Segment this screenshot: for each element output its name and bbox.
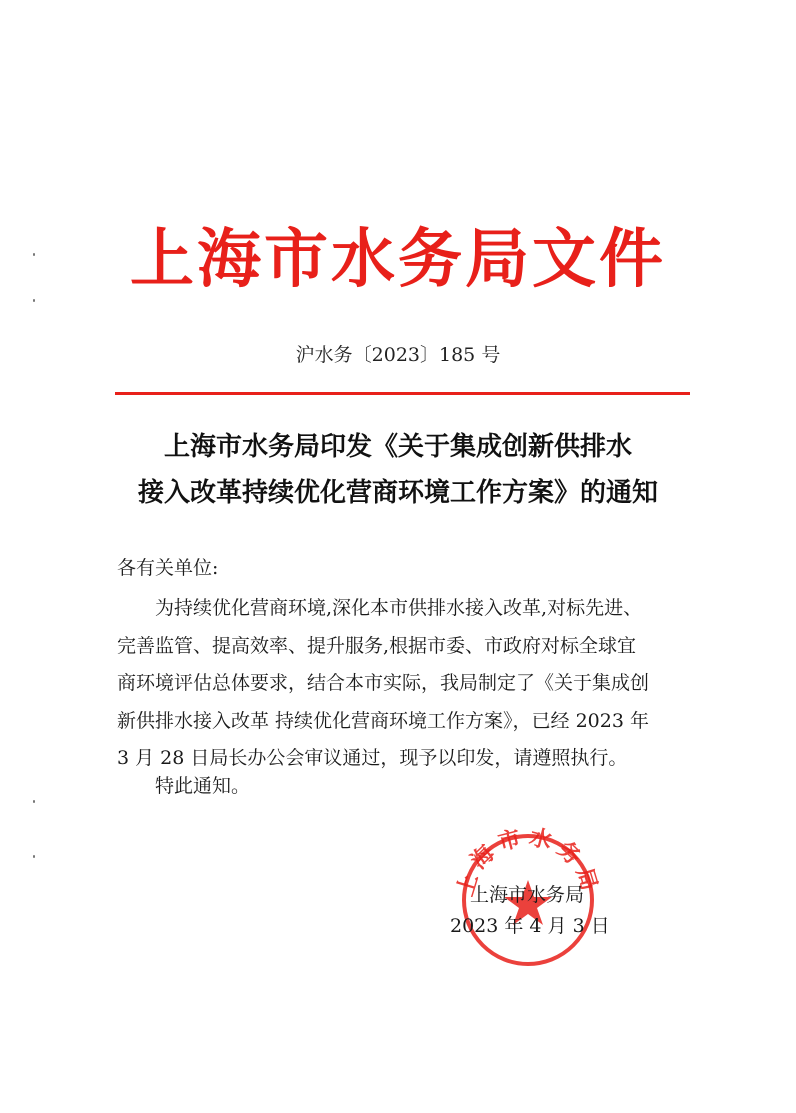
notice-title — [0, 424, 796, 516]
body-line: 商环境评估总体要求，结合本市实际，我局制定了《关于集成创 — [117, 672, 650, 694]
scan-speck — [33, 800, 35, 803]
signature-date: 2023 年 4 月 3 日 — [450, 915, 610, 937]
seal-arc-text: 上海市水务局 — [453, 824, 603, 900]
body-line: 完善监管、提高效率、提升服务,根据市委、市政府对标全球宜 — [117, 634, 637, 657]
scan-speck — [33, 855, 35, 858]
masthead-title: 上海市水务局文件 — [130, 223, 666, 297]
notice-title-line-1: 上海市水务局印发《关于集成创新供排水 — [163, 432, 632, 462]
document-number: 沪水务〔2023〕185 号 — [295, 344, 501, 366]
body-paragraph — [117, 590, 683, 778]
body-line: 为持续优化营商环境,深化本市供排水接入改革,对标先进、 — [155, 597, 643, 619]
notice-title-line-2: 接入改革持续优化营商环境工作方案》的通知 — [137, 478, 658, 508]
scan-speck — [33, 253, 35, 256]
salutation: 各有关单位: — [117, 557, 219, 579]
signature-organization: 上海市水务局 — [470, 884, 585, 906]
red-separator-line — [115, 392, 690, 395]
body-line: 3 月 28 日局长办公会审议通过，现予以印发，请遵照执行。 — [117, 747, 628, 769]
closing-line: 特此通知。 — [155, 775, 251, 797]
scan-speck — [33, 299, 35, 302]
body-line: 新供排水接入改革 持续优化营商环境工作方案》，已经 2023 年 — [117, 709, 649, 732]
